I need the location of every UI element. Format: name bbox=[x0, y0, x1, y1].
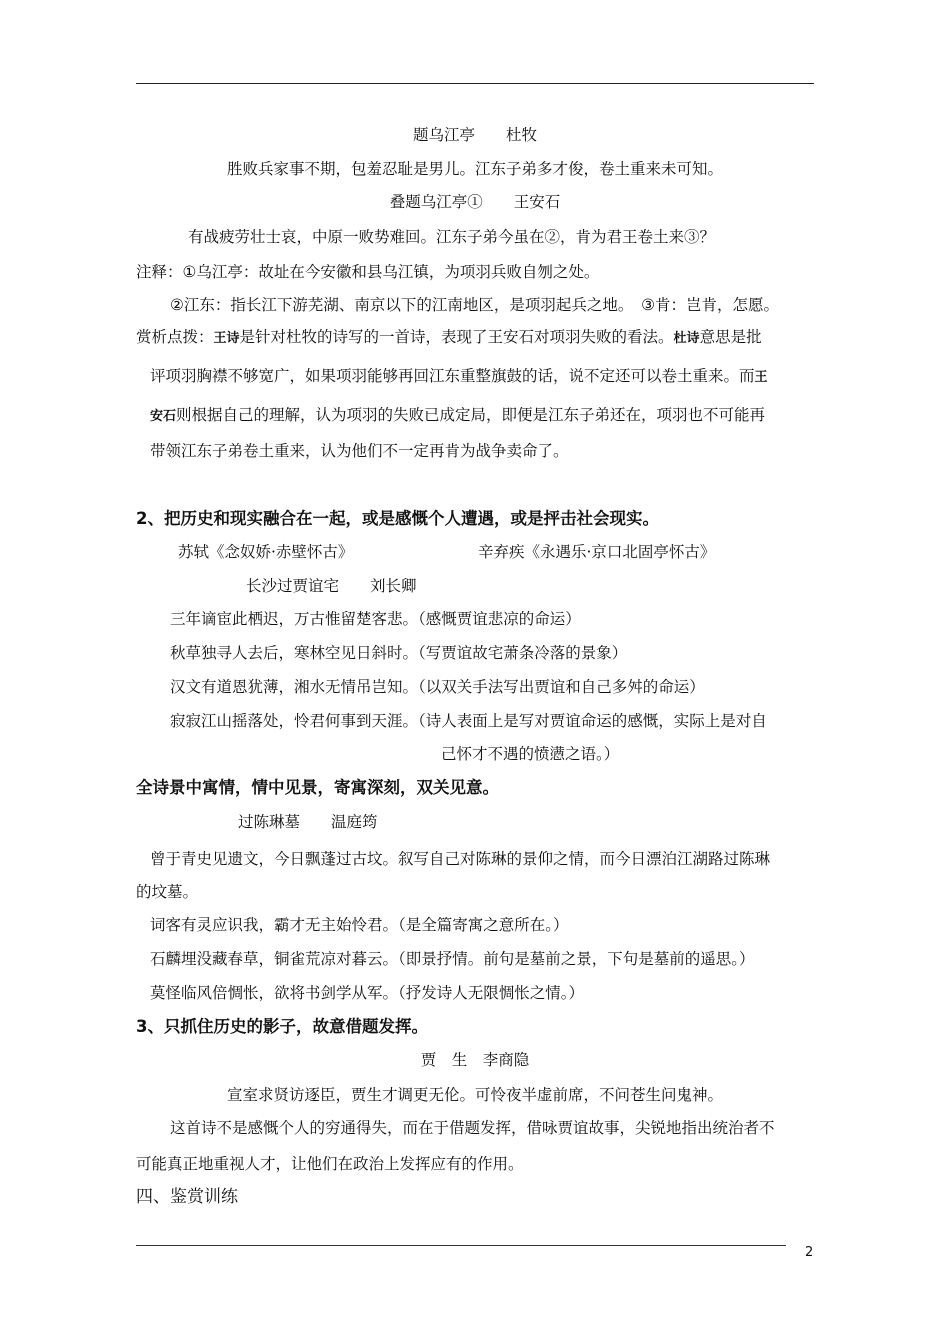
analysis-line bbox=[136, 326, 762, 350]
emphasis-text: 王诗 bbox=[213, 331, 240, 346]
paragraph-line: 可能真正地重视人才，让他们在政治上发挥应有的作用。 bbox=[136, 1155, 524, 1173]
footer-rule bbox=[136, 1245, 786, 1246]
verse-text: 汉文有道恩犹薄，湘水无情吊岂知。 bbox=[170, 678, 419, 696]
verse-text: 三年谪宦此栖迟，万古惟留楚客悲。 bbox=[170, 610, 419, 628]
section-heading: 3、只抓住历史的影子，故意借题发挥。 bbox=[136, 1017, 428, 1036]
verse-note: （即景抒情。前句是墓前之景，下句是墓前的遥思。） bbox=[398, 950, 755, 968]
analysis-text: 评项羽胸襟不够宽广，如果项羽能够再回江东重整旗鼓的话，说不定还可以卷土重来。而 bbox=[150, 367, 755, 385]
poem-title: 贾 生 李商隐 bbox=[420, 1051, 530, 1069]
poem-reference: 辛弃疾《永遇乐·京口北固亭怀古》 bbox=[478, 543, 716, 561]
verse-text: 秋草独寻人去后，寒林空见日斜时。 bbox=[170, 644, 419, 662]
verse-line bbox=[150, 948, 755, 970]
analysis-line bbox=[150, 404, 765, 428]
analysis-line bbox=[150, 365, 768, 389]
verse-line bbox=[170, 642, 627, 664]
poem-text: 有战疲劳壮士哀，中原一败势难回。江东子弟今虽在②，肯为君王卷土来③？ bbox=[188, 228, 716, 246]
verse-note: （诗人表面上是写对贾谊命运的感慨，实际上是对自 bbox=[418, 712, 767, 730]
verse-note: 己怀才不遇的愤懑之语。） bbox=[441, 745, 620, 763]
emphasis-text: 杜诗 bbox=[673, 331, 700, 346]
verse-note: （抒发诗人无限惆怅之情。） bbox=[398, 984, 585, 1002]
verse-note: （写贾谊故宅萧条冷落的景象） bbox=[418, 644, 628, 662]
paragraph-line: 这首诗不是感慨个人的穷通得失，而在于借题发挥，借咏贾谊故事，尖锐地指出统治者不 bbox=[170, 1119, 775, 1137]
verse-text: 石麟埋没藏春草，铜雀荒凉对暮云。 bbox=[150, 950, 399, 968]
analysis-text: 意思是批 bbox=[699, 328, 762, 346]
section-heading: 2、把历史和现实融合在一起，或是感慨个人遭遇，或是抨击社会现实。 bbox=[136, 509, 659, 528]
section-heading: 四、鉴赏训练 bbox=[136, 1187, 238, 1207]
emphasis-text: 王 bbox=[754, 370, 768, 385]
verse-note: 的坟墓。 bbox=[136, 883, 199, 901]
verse-line bbox=[170, 710, 767, 732]
analysis-line: 带领江东子弟卷土重来，认为他们不一定再肯为战争卖命了。 bbox=[150, 442, 569, 460]
poem-text: 宣室求贤访逐臣，贾生才调更无伦。可怜夜半虚前席，不问苍生问鬼神。 bbox=[226, 1086, 723, 1104]
analysis-text: 是针对杜牧的诗写的一首诗，表现了王安石对项羽失败的看法。 bbox=[239, 328, 674, 346]
analysis-text: 则根据自己的理解，认为项羽的失败已成定局，即便是江东子弟还在，项羽也不可能再 bbox=[176, 406, 766, 424]
verse-text: 词客有灵应识我，霸才无主始怜君。 bbox=[150, 916, 399, 934]
verse-note: （感慨贾谊悲凉的命运） bbox=[418, 610, 581, 628]
verse-line bbox=[150, 982, 584, 1004]
summary-text: 全诗景中寓情，情中见景，寄寓深刻，双关见意。 bbox=[136, 778, 499, 797]
verse-line bbox=[170, 608, 581, 630]
note-line: 注释：①乌江亭：故址在今安徽和县乌江镇，为项羽兵败自刎之处。 bbox=[136, 263, 600, 281]
verse-note: （以双关手法写出贾谊和自己多舛的命运） bbox=[418, 678, 705, 696]
poem-title: 过陈琳墓 温庭筠 bbox=[238, 813, 378, 831]
poem-title: 叠题乌江亭① 王安石 bbox=[389, 193, 561, 211]
poem-title: 长沙过贾谊宅 刘长卿 bbox=[246, 577, 417, 595]
header-rule bbox=[136, 83, 814, 84]
analysis-prefix: 赏析点拨： bbox=[136, 328, 214, 346]
verse-line bbox=[150, 914, 569, 936]
verse-note: （是全篇寄寓之意所在。） bbox=[398, 916, 569, 934]
note-line: ②江东：指长江下游芜湖、南京以下的江南地区，是项羽起兵之地。 ③肯：岂肯，怎愿。 bbox=[170, 296, 780, 314]
poem-title: 题乌江亭 杜牧 bbox=[412, 126, 537, 144]
page-number: 2 bbox=[805, 1245, 814, 1260]
verse-text: 曾于青史见遗文，今日飘蓬过古坟。 bbox=[150, 850, 399, 868]
verse-text: 寂寂江山摇落处，怜君何事到天涯。 bbox=[170, 712, 419, 730]
verse-line bbox=[150, 848, 770, 870]
emphasis-text: 安石 bbox=[150, 409, 177, 424]
verse-note: 叙写自己对陈琳的景仰之情，而今日漂泊江湖路过陈琳 bbox=[398, 850, 771, 868]
poem-reference: 苏轼《念奴娇·赤壁怀古》 bbox=[178, 543, 354, 561]
poem-text: 胜败兵家事不期，包羞忍耻是男儿。江东子弟多才俊，卷土重来未可知。 bbox=[226, 160, 723, 178]
verse-line bbox=[170, 676, 705, 698]
verse-text: 莫怪临风倍惆怅，欲将书剑学从军。 bbox=[150, 984, 399, 1002]
